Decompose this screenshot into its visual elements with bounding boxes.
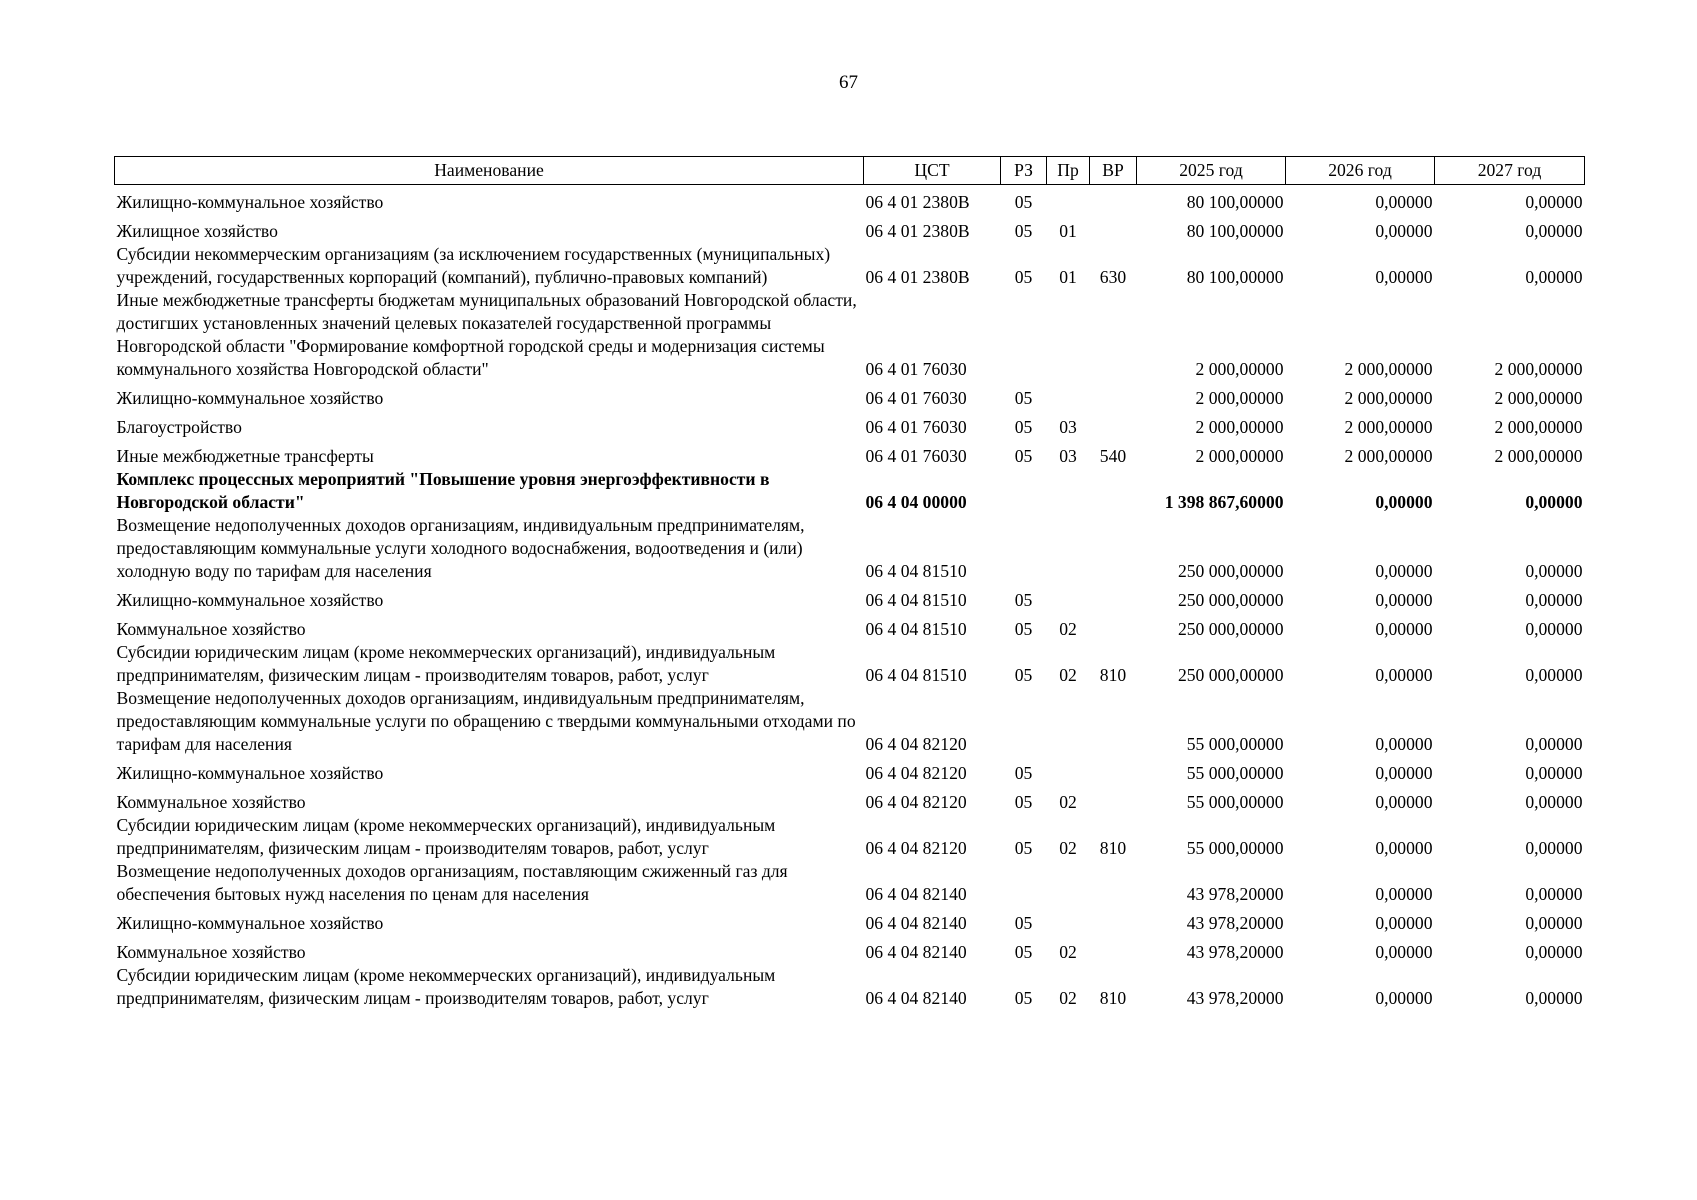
- header-pr: Пр: [1047, 157, 1090, 185]
- row-pr: [1047, 468, 1090, 514]
- row-pr: 02: [1059, 988, 1077, 1008]
- header-name: Наименование: [115, 157, 864, 185]
- row-pr: [1047, 381, 1090, 410]
- row-rz: 05: [1014, 763, 1033, 783]
- row-cst: 06 4 04 82120: [865, 763, 967, 783]
- row-value-2025: 2 000,00000: [1195, 359, 1284, 379]
- table-row: [115, 814, 1585, 860]
- row-rz: [1001, 514, 1047, 583]
- row-cst: 06 4 04 81510: [865, 590, 967, 610]
- row-rz: [1001, 468, 1047, 514]
- row-value-2025: 43 978,20000: [1186, 988, 1284, 1008]
- row-rz: 05: [1014, 388, 1033, 408]
- row-rz: [1001, 289, 1047, 381]
- row-cst: 06 4 04 82120: [865, 734, 967, 754]
- row-pr: 03: [1059, 446, 1077, 466]
- row-value-2025: 250 000,00000: [1177, 561, 1284, 581]
- table-header-row: [115, 157, 1585, 185]
- row-pr: [1047, 185, 1090, 215]
- row-value-2027: 2 000,00000: [1494, 417, 1583, 437]
- row-pr: 03: [1059, 417, 1077, 437]
- row-pr: 02: [1059, 792, 1077, 812]
- row-value-2027: 0,00000: [1525, 561, 1583, 581]
- row-value-2025: 55 000,00000: [1186, 734, 1284, 754]
- row-value-2025: 80 100,00000: [1186, 192, 1284, 212]
- table-row: [115, 381, 1585, 410]
- row-value-2025: 1 398 867,60000: [1164, 492, 1284, 512]
- row-rz: 05: [1014, 619, 1033, 639]
- row-value-2026: 2 000,00000: [1344, 359, 1433, 379]
- row-name: Субсидии некоммерческим организациям (за исключением государственных (муниципальных) учреждений, государственных корпораций (компаний), публично-правовых компаний): [116, 244, 831, 287]
- row-value-2025: 250 000,00000: [1177, 619, 1284, 639]
- row-value-2026: 2 000,00000: [1344, 417, 1433, 437]
- row-value-2027: 0,00000: [1525, 884, 1583, 904]
- table-row: [115, 439, 1585, 468]
- row-value-2025: 250 000,00000: [1177, 590, 1284, 610]
- row-pr: [1047, 906, 1090, 935]
- row-cst: 06 4 04 82140: [865, 913, 967, 933]
- table-row: [115, 612, 1585, 641]
- row-name: Благоустройство: [116, 417, 242, 437]
- row-value-2026: 0,00000: [1375, 913, 1433, 933]
- table-body: [115, 185, 1585, 1011]
- table-row: [115, 185, 1585, 215]
- row-cst: 06 4 01 76030: [865, 388, 967, 408]
- row-cst: 06 4 04 00000: [865, 492, 967, 512]
- row-name: Субсидии юридическим лицам (кроме некоммерческих организаций), индивидуальным предпринимателям, физическим лицам - производителям товаров, работ, услуг: [116, 642, 776, 685]
- row-name: Иные межбюджетные трансферты бюджетам муниципальных образований Новгородской области, достигших установленных значений целевых показателей государственной программы Новгородской области "Формирование комфортной городской среды и модернизация системы коммунального хозяйства Новгородской области": [116, 290, 857, 379]
- row-rz: 05: [1014, 192, 1033, 212]
- row-value-2027: 2 000,00000: [1494, 359, 1583, 379]
- header-2025: 2025 год: [1137, 157, 1286, 185]
- header-rz: РЗ: [1001, 157, 1047, 185]
- row-rz: 05: [1014, 446, 1033, 466]
- row-name: Жилищно-коммунальное хозяйство: [116, 763, 384, 783]
- row-pr: [1047, 514, 1090, 583]
- row-name: Жилищно-коммунальное хозяйство: [116, 913, 384, 933]
- row-rz: 05: [1014, 267, 1033, 287]
- row-rz: 05: [1014, 665, 1033, 685]
- page-number: 67: [839, 72, 858, 93]
- row-value-2026: 2 000,00000: [1344, 388, 1433, 408]
- header-vr: ВР: [1090, 157, 1137, 185]
- row-rz: 05: [1014, 913, 1033, 933]
- row-rz: 05: [1014, 792, 1033, 812]
- row-value-2025: 43 978,20000: [1186, 884, 1284, 904]
- header-2026: 2026 год: [1286, 157, 1435, 185]
- row-rz: 05: [1014, 221, 1033, 241]
- row-value-2027: 0,00000: [1525, 792, 1583, 812]
- row-vr: [1090, 214, 1137, 243]
- row-value-2027: 0,00000: [1525, 988, 1583, 1008]
- row-value-2027: 0,00000: [1525, 763, 1583, 783]
- table-row: [115, 410, 1585, 439]
- header-cst: ЦСТ: [864, 157, 1001, 185]
- row-value-2027: 0,00000: [1525, 913, 1583, 933]
- table-row: [115, 583, 1585, 612]
- table-row: [115, 935, 1585, 964]
- row-value-2026: 0,00000: [1375, 590, 1433, 610]
- row-cst: 06 4 04 82140: [865, 942, 967, 962]
- row-name: Жилищно-коммунальное хозяйство: [116, 388, 384, 408]
- row-pr: 01: [1059, 267, 1077, 287]
- table-row: [115, 289, 1585, 381]
- row-value-2026: 0,00000: [1375, 492, 1433, 512]
- row-cst: 06 4 01 76030: [865, 446, 967, 466]
- table-row: [115, 756, 1585, 785]
- row-vr: 810: [1099, 838, 1127, 858]
- row-rz: 05: [1014, 838, 1033, 858]
- row-value-2026: 0,00000: [1375, 792, 1433, 812]
- row-value-2027: 0,00000: [1525, 267, 1583, 287]
- row-cst: 06 4 04 82140: [865, 988, 967, 1008]
- table-row: [115, 687, 1585, 756]
- table-row: [115, 243, 1585, 289]
- row-name: Комплекс процессных мероприятий "Повышение уровня энергоэффективности в Новгородской области": [116, 469, 770, 512]
- row-vr: [1090, 785, 1137, 814]
- row-name: Субсидии юридическим лицам (кроме некоммерческих организаций), индивидуальным предпринимателям, физическим лицам - производителям товаров, работ, услуг: [116, 815, 776, 858]
- row-vr: [1090, 612, 1137, 641]
- row-vr: 540: [1099, 446, 1127, 466]
- table-row: [115, 906, 1585, 935]
- row-value-2026: 0,00000: [1375, 267, 1433, 287]
- row-cst: 06 4 01 76030: [865, 417, 967, 437]
- row-value-2027: 0,00000: [1525, 492, 1583, 512]
- row-vr: [1090, 687, 1137, 756]
- row-pr: 02: [1059, 619, 1077, 639]
- row-value-2026: 0,00000: [1375, 763, 1433, 783]
- row-cst: 06 4 04 81510: [865, 561, 967, 581]
- row-value-2027: 0,00000: [1525, 838, 1583, 858]
- row-name: Коммунальное хозяйство: [116, 619, 306, 639]
- row-pr: [1047, 583, 1090, 612]
- row-value-2025: 2 000,00000: [1195, 388, 1284, 408]
- row-value-2027: 0,00000: [1525, 665, 1583, 685]
- row-value-2025: 55 000,00000: [1186, 763, 1284, 783]
- row-value-2025: 2 000,00000: [1195, 446, 1284, 466]
- row-value-2025: 55 000,00000: [1186, 838, 1284, 858]
- row-vr: [1090, 289, 1137, 381]
- row-cst: 06 4 04 81510: [865, 619, 967, 639]
- row-pr: [1047, 756, 1090, 785]
- budget-table: [114, 156, 1585, 1010]
- row-rz: 05: [1014, 942, 1033, 962]
- row-vr: [1090, 756, 1137, 785]
- row-pr: [1047, 687, 1090, 756]
- row-pr: 02: [1059, 665, 1077, 685]
- table-row: [115, 214, 1585, 243]
- row-value-2025: 80 100,00000: [1186, 267, 1284, 287]
- row-value-2025: 250 000,00000: [1177, 665, 1284, 685]
- row-value-2026: 0,00000: [1375, 665, 1433, 685]
- table-row: [115, 468, 1585, 514]
- row-name: Жилищное хозяйство: [116, 221, 278, 241]
- row-pr: 02: [1059, 838, 1077, 858]
- row-pr: 02: [1059, 942, 1077, 962]
- header-2027: 2027 год: [1435, 157, 1585, 185]
- row-vr: 810: [1099, 988, 1127, 1008]
- row-vr: [1090, 860, 1137, 906]
- row-value-2026: 0,00000: [1375, 734, 1433, 754]
- row-value-2026: 0,00000: [1375, 619, 1433, 639]
- table-row: [115, 860, 1585, 906]
- row-pr: [1047, 860, 1090, 906]
- row-value-2025: 43 978,20000: [1186, 942, 1284, 962]
- table-row: [115, 514, 1585, 583]
- row-name: Иные межбюджетные трансферты: [116, 446, 374, 466]
- row-value-2025: 55 000,00000: [1186, 792, 1284, 812]
- table-row: [115, 964, 1585, 1010]
- row-cst: 06 4 01 2380В: [865, 267, 970, 287]
- row-value-2027: 0,00000: [1525, 221, 1583, 241]
- row-vr: [1090, 583, 1137, 612]
- row-rz: 05: [1014, 417, 1033, 437]
- row-name: Субсидии юридическим лицам (кроме некоммерческих организаций), индивидуальным предпринимателям, физическим лицам - производителям товаров, работ, услуг: [116, 965, 776, 1008]
- row-value-2026: 0,00000: [1375, 942, 1433, 962]
- row-value-2026: 0,00000: [1375, 988, 1433, 1008]
- row-cst: 06 4 04 82140: [865, 884, 967, 904]
- row-vr: 630: [1099, 267, 1127, 287]
- row-cst: 06 4 01 2380В: [865, 192, 970, 212]
- row-value-2026: 0,00000: [1375, 561, 1433, 581]
- row-value-2026: 2 000,00000: [1344, 446, 1433, 466]
- row-vr: [1090, 514, 1137, 583]
- row-rz: 05: [1014, 988, 1033, 1008]
- row-value-2026: 0,00000: [1375, 838, 1433, 858]
- row-value-2027: 0,00000: [1525, 619, 1583, 639]
- row-vr: [1090, 906, 1137, 935]
- row-value-2027: 0,00000: [1525, 942, 1583, 962]
- row-value-2025: 2 000,00000: [1195, 417, 1284, 437]
- row-value-2027: 0,00000: [1525, 734, 1583, 754]
- row-value-2026: 0,00000: [1375, 192, 1433, 212]
- row-rz: [1001, 860, 1047, 906]
- row-vr: [1090, 410, 1137, 439]
- row-value-2026: 0,00000: [1375, 884, 1433, 904]
- row-cst: 06 4 01 76030: [865, 359, 967, 379]
- row-cst: 06 4 04 82120: [865, 838, 967, 858]
- row-name: Возмещение недополученных доходов организациям, индивидуальным предпринимателям, предоставляющим коммунальные услуги по обращению с твердыми коммунальными отходами по тарифам для населения: [116, 688, 856, 754]
- row-name: Жилищно-коммунальное хозяйство: [116, 192, 384, 212]
- row-value-2025: 80 100,00000: [1186, 221, 1284, 241]
- row-cst: 06 4 04 82120: [865, 792, 967, 812]
- row-value-2025: 43 978,20000: [1186, 913, 1284, 933]
- row-cst: 06 4 04 81510: [865, 665, 967, 685]
- table-row: [115, 641, 1585, 687]
- row-value-2027: 2 000,00000: [1494, 446, 1583, 466]
- row-name: Жилищно-коммунальное хозяйство: [116, 590, 384, 610]
- row-vr: [1090, 381, 1137, 410]
- table-row: [115, 785, 1585, 814]
- row-name: Коммунальное хозяйство: [116, 792, 306, 812]
- row-name: Возмещение недополученных доходов организациям, поставляющим сжиженный газ для обеспечения бытовых нужд населения по ценам для населения: [116, 861, 788, 904]
- row-rz: 05: [1014, 590, 1033, 610]
- row-vr: [1090, 935, 1137, 964]
- row-value-2026: 0,00000: [1375, 221, 1433, 241]
- row-cst: 06 4 01 2380В: [865, 221, 970, 241]
- row-pr: [1047, 289, 1090, 381]
- row-name: Коммунальное хозяйство: [116, 942, 306, 962]
- row-vr: [1090, 468, 1137, 514]
- row-value-2027: 2 000,00000: [1494, 388, 1583, 408]
- row-vr: 810: [1099, 665, 1127, 685]
- row-value-2027: 0,00000: [1525, 192, 1583, 212]
- row-pr: 01: [1059, 221, 1077, 241]
- row-rz: [1001, 687, 1047, 756]
- row-name: Возмещение недополученных доходов организациям, индивидуальным предпринимателям, предоставляющим коммунальные услуги холодного водоснабжения, водоотведения и (или) холодную воду по тарифам для населения: [116, 515, 805, 581]
- row-vr: [1090, 185, 1137, 215]
- row-value-2027: 0,00000: [1525, 590, 1583, 610]
